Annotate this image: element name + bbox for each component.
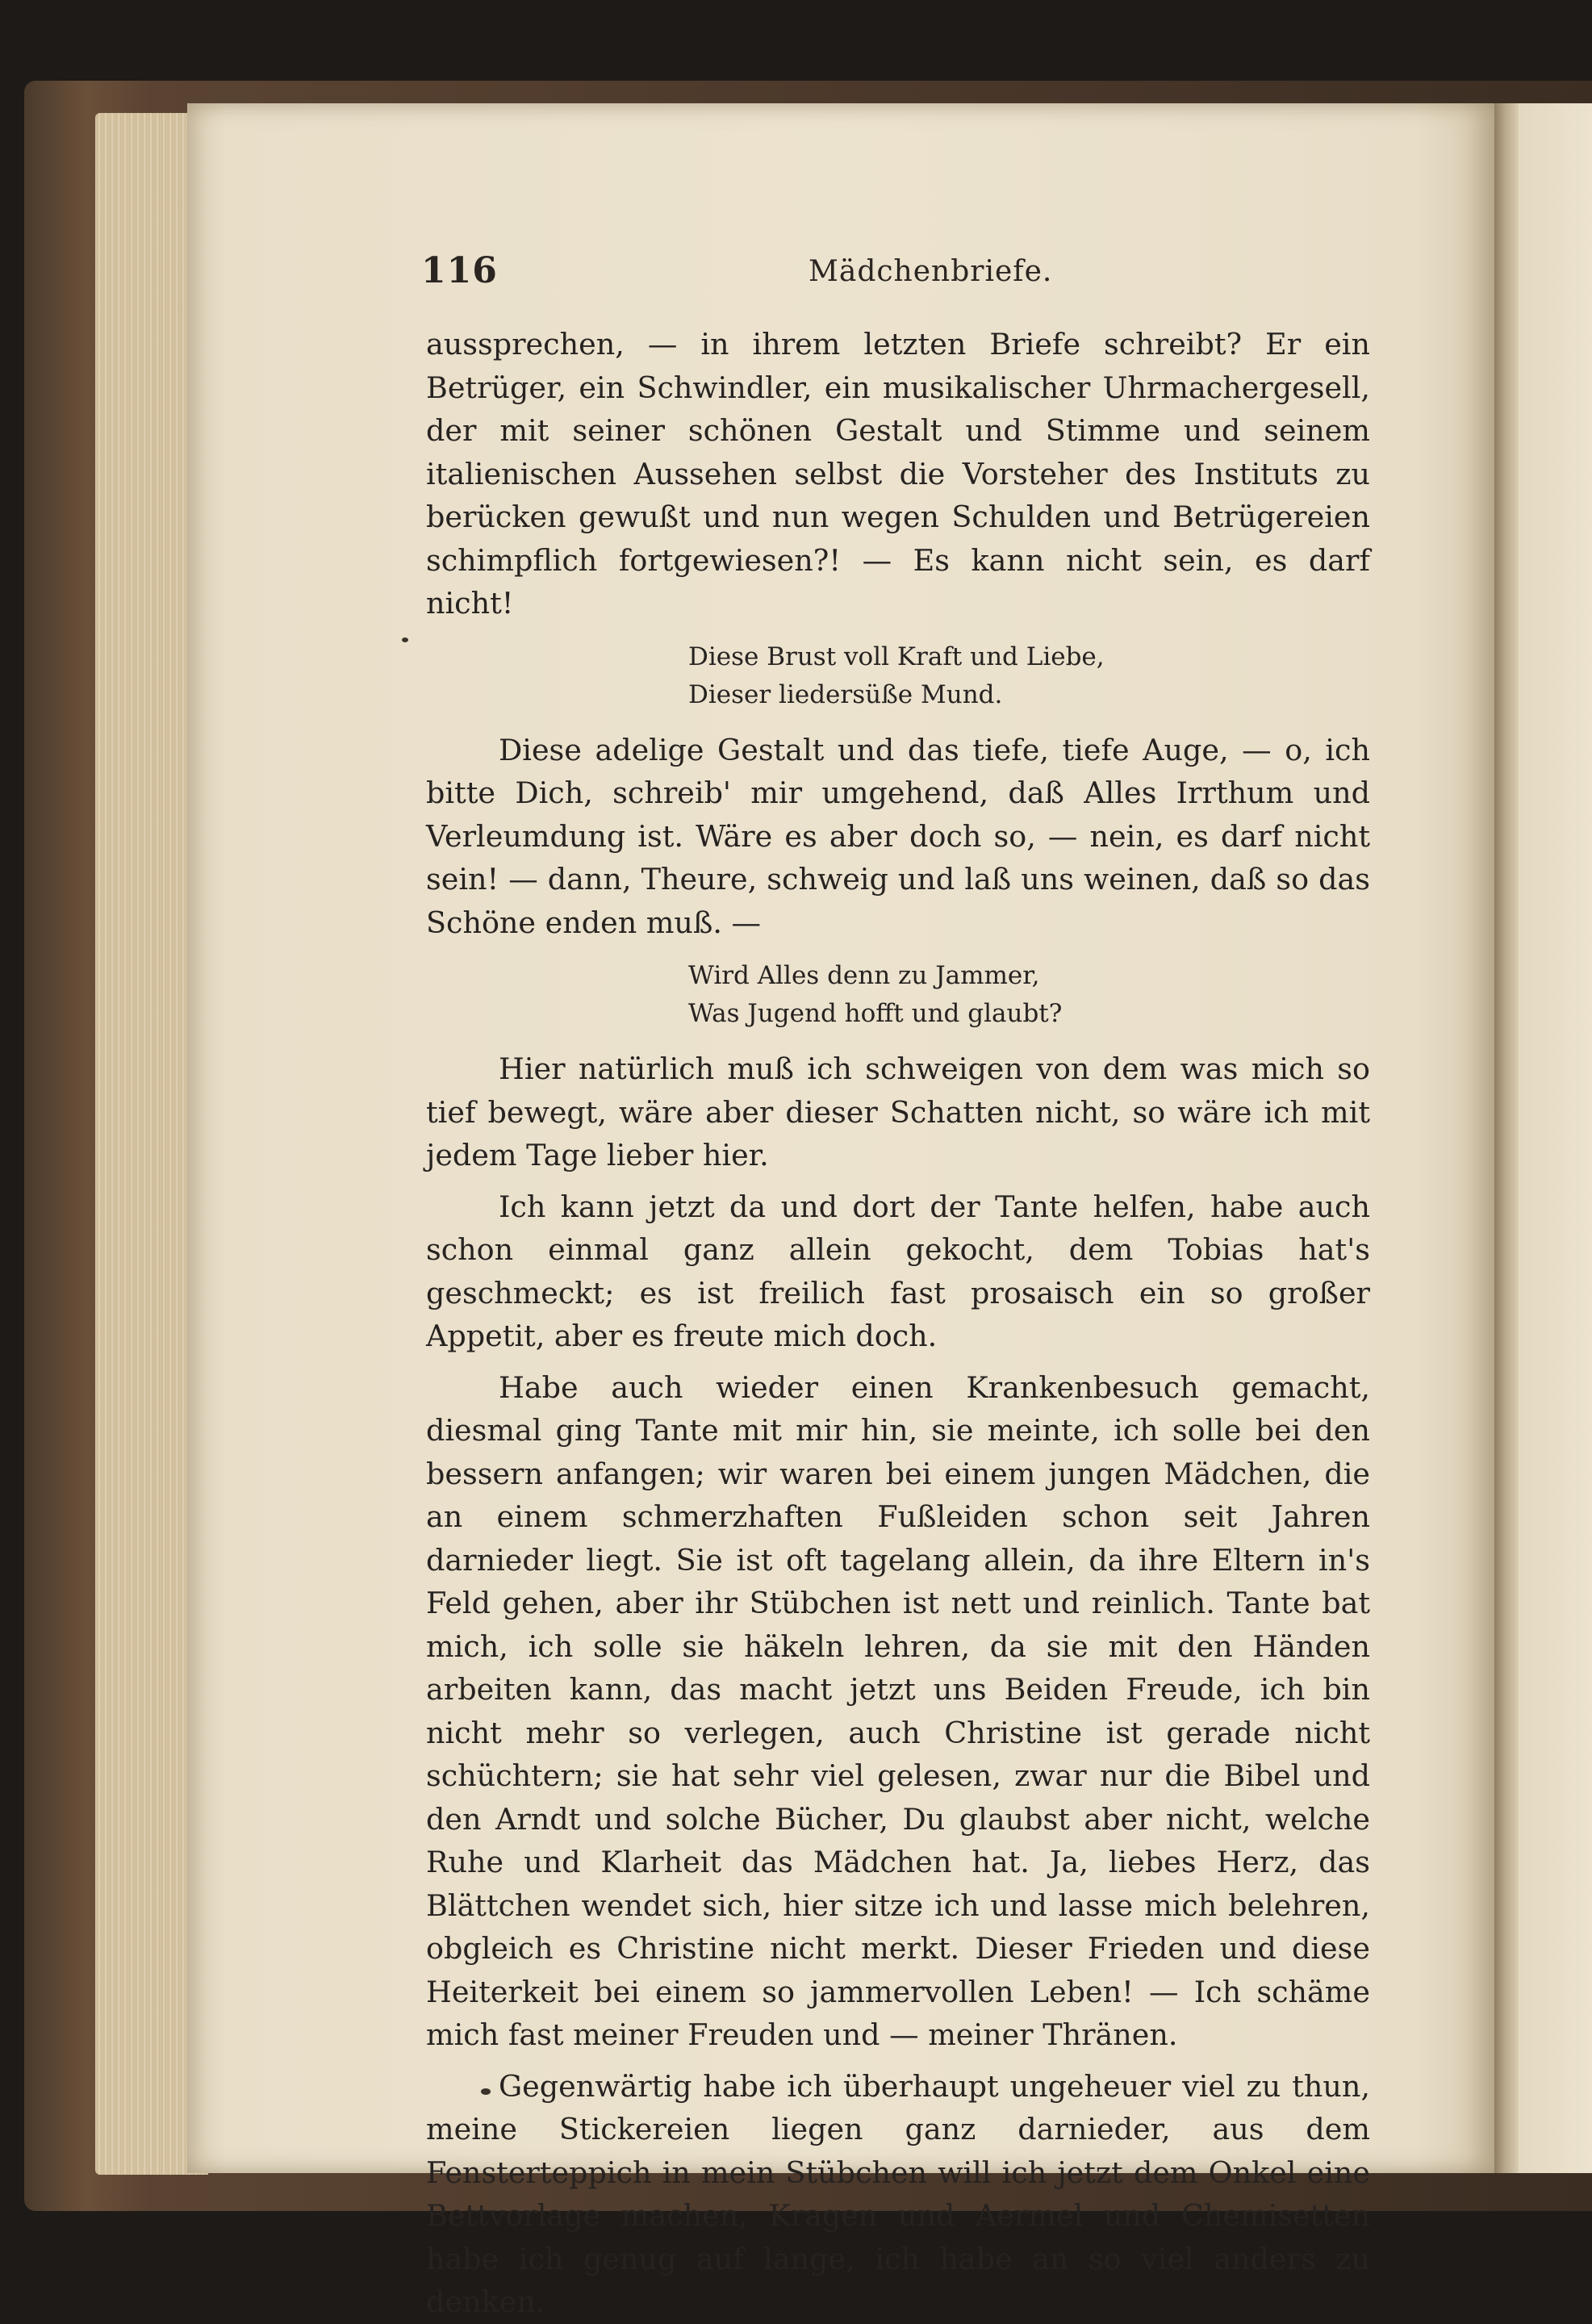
verse-2-line-1: Wird Alles denn zu Jammer, — [688, 961, 1040, 990]
verse-1-line-1: Diese Brust voll Kraft und Liebe, — [688, 642, 1105, 671]
paragraph-5: Habe auch wieder einen Krankenbesuch gemacht, diesmal ging Tante mit mir hin, sie meinte, ich solle bei den bessern anfangen; wir waren bei einem jungen Mädchen, die an einem schmerzhaften Fußleiden schon seit Jahren darnieder liegt. Sie ist oft tagelang allein, da ihre Eltern in's Feld gehen, aber ihr Stübchen ist nett und reinlich. Tante bat mich, ich solle sie häkeln lehren, da sie mit den Händen arbeiten kann, das macht jetzt uns Beiden Freude, ich bin nicht mehr so verlegen, auch Christine ist gerade nicht schüchtern; sie hat sehr viel gelesen, zwar nur die Bibel und den Arndt und solche Bücher, Du glaubst aber nicht, welche Ruhe und Klarheit das Mädchen hat. Ja, liebes Herz, das Blättchen wendet sich, hier sitze ich und lasse mich belehren, obgleich es Christine nicht merkt. Dieser Frieden und diese Heiterkeit bei einem so jammervollen Leben! — Ich schäme mich fast meiner Freuden und — meiner Thränen. — [426, 1369, 1370, 2052]
facing-page-edge — [1519, 103, 1592, 2173]
paragraph-6: Gegenwärtig habe ich überhaupt ungeheuer viel zu thun, meine Stickereien liegen ganz darnieder, aus dem Fensterteppich in mein Stübchen will ich jetzt dem Onkel eine Bettvorlage machen, Kragen und Aermel und Chemisetten habe ich genug auf lange, ich habe an so viel anders zu denken. — [426, 2068, 1370, 2319]
verse-2-line-2: Was Jugend hofft und glaubt? — [688, 999, 1063, 1028]
verse-1 — [688, 638, 1370, 714]
paragraph-4: Ich kann jetzt da und dort der Tante helfen, habe auch schon einmal ganz allein gekocht, dem Tobias hat's geschmeckt; es ist freilich fast prosaisch ein so großer Appetit, aber es freute mich doch. — [426, 1189, 1370, 1353]
paragraph-3: Hier natürlich muß ich schweigen von dem was mich so tief bewegt, wäre aber dieser Schatten nicht, so wäre ich mit jedem Tage lieber hier. — [426, 1051, 1370, 1172]
paragraph-2: Diese adelige Gestalt und das tiefe, tiefe Auge, — o, ich bitte Dich, schreib' mir umgehend, daß Alles Irrthum und Verleumdung ist. Wäre es aber doch so, — nein, es darf nicht sein! — dann, Theure, schweig und laß uns weinen, daß so das Schöne enden muß. — — [426, 732, 1370, 940]
book-gutter — [1494, 103, 1519, 2173]
paper-fleck — [402, 637, 408, 642]
paragraph-1: aussprechen, — in ihrem letzten Briefe schreibt? Er ein Betrüger, ein Schwindler, ein musikalischer Uhrmachergesell, der mit seiner schönen Gestalt und Stimme und seinem italienischen Aussehen selbst die Vorsteher des Instituts zu berücken gewußt und nun wegen Schulden und Betrügereien schimpflich fortgewiesen?! — Es kann nicht sein, es darf nicht! — [426, 327, 1370, 621]
paper-fleck — [481, 2088, 491, 2095]
verse-1-line-2: Dieser liedersüße Mund. — [688, 679, 1003, 709]
page-body — [426, 323, 1370, 2324]
page-number: 116 — [421, 250, 498, 291]
running-title: Mädchenbriefe. — [809, 255, 1053, 288]
verse-2 — [688, 957, 1370, 1033]
page-header — [421, 250, 1373, 299]
